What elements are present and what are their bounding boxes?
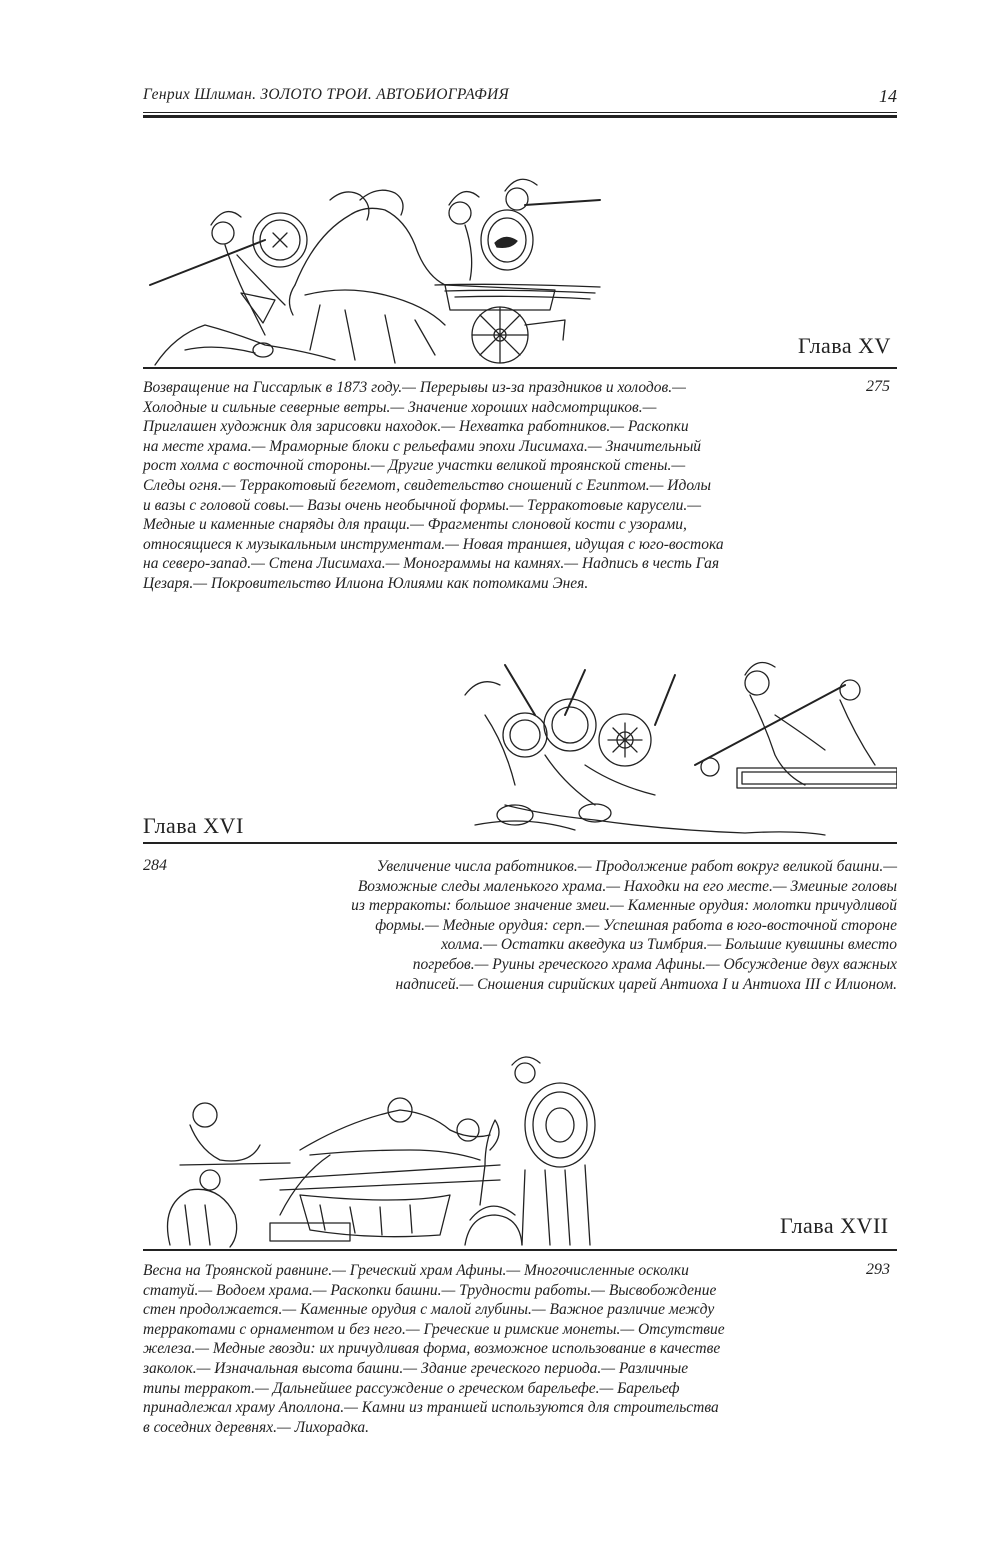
summary-line: надписей.— Сношения сирийских царей Антиоха I и Антиоха III с Илионом. (395, 975, 897, 993)
summary-line: и вазы с головой совы.— Вазы очень необычной формы.— Терракотовые карусели.— (143, 496, 702, 514)
chapter-xv-page: 275 (866, 378, 890, 395)
mourning-scene-illustration (150, 1055, 605, 1250)
summary-line: заколок.— Изначальная высота башни.— Здание греческого периода.— Различные (143, 1359, 689, 1377)
header-rule-thin (143, 112, 897, 113)
battle-scene-illustration (445, 655, 897, 840)
summary-line: Возвращение на Гиссарлык в 1873 году.— Перерывы из-за праздников и холодов.— (143, 379, 686, 396)
chapter-xvi-page: 284 (143, 857, 167, 874)
summary-line: Возможные следы маленького храма.— Находки на его месте.— Змеиные головы (357, 877, 897, 895)
summary-line: относящиеся к музыкальным инструментам.— Новая траншея, идущая с юго-востока (143, 535, 724, 553)
summary-line: Приглашен художник для зарисовки находок.— Нехватка работников.— Раскопки (143, 418, 689, 436)
chapter-xvii-summary (143, 1261, 843, 1437)
page-number: 14 (879, 86, 897, 106)
summary-line: Цезаря.— Покровительство Илиона Юлиями как потомками Энея. (143, 574, 589, 592)
summary-line: на северо-запад.— Стена Лисимаха.— Монограммы на камнях.— Надпись в честь Гая (143, 555, 720, 573)
summary-line: типы терракот.— Дальнейшее рассуждение о греческом барельефе.— Барельеф (143, 1379, 680, 1397)
summary-line: статуй.— Водоем храма.— Раскопки башни.— Трудности работы.— Высвобождение (143, 1281, 717, 1299)
running-header-title: Генрих Шлиман. ЗОЛОТО ТРОИ. АВТОБИОГРАФИЯ (143, 86, 509, 103)
summary-line: Медные и каменные снаряды для пращи.— Фрагменты слоновой кости с узорами, (143, 516, 687, 534)
summary-line: железа.— Медные гвозди: их причудливая форма, возможное использование в качестве (143, 1340, 721, 1358)
summary-line: терракотами с орнаментом и без него.— Греческие и римские монеты.— Отсутствие (143, 1320, 725, 1338)
chapter-xvii-page: 293 (866, 1261, 890, 1278)
header-rule-thick (143, 115, 897, 118)
summary-line: принадлежал храму Аполлона.— Камни из траншей используются для строительства (143, 1399, 719, 1417)
chapter-title-xvi: Глава XVI (143, 813, 244, 838)
summary-line: в соседних деревнях.— Лихорадка. (143, 1418, 369, 1436)
chapter-title-xv: Глава XV (798, 333, 891, 358)
chapter-xv-rule (143, 367, 897, 369)
running-header (143, 86, 897, 112)
summary-line: холма.— Остатки акведука из Тимбрия.— Большие кувшины вместо (441, 936, 897, 954)
summary-line: Увеличение числа работников.— Продолжение работ вокруг великой башни.— (376, 858, 897, 875)
summary-line: из терракоты: большое значение змеи.— Каменные орудия: молотки причудливой (351, 897, 897, 915)
chapter-xvi-summary (240, 857, 897, 994)
summary-line: на месте храма.— Мраморные блоки с рельефами эпохи Лисимаха.— Значительный (143, 437, 702, 455)
summary-line: рост холма с восточной стороны.— Другие участки великой троянской стены.— (143, 457, 686, 475)
summary-line: Холодные и сильные северные ветры.— Значение хороших надсмотрщиков.— (143, 398, 657, 416)
chapter-title-xvii: Глава XVII (780, 1213, 889, 1238)
chapter-xvi-rule (143, 842, 897, 844)
chapter-xvii-rule (143, 1249, 897, 1251)
chariot-battle-illustration (145, 175, 605, 370)
summary-line: Следы огня.— Терракотовый бегемот, свидетельство сношений с Египтом.— Идолы (143, 476, 711, 494)
summary-line: стен продолжается.— Каменные орудия с малой глубины.— Важное различие между (143, 1301, 715, 1319)
summary-line: формы.— Медные орудия: серп.— Успешная работа в юго-восточной стороне (375, 916, 897, 934)
chapter-xv-summary (143, 378, 843, 594)
summary-line: Весна на Троянской равнине.— Греческий храм Афины.— Многочисленные осколки (143, 1262, 689, 1279)
summary-line: погребов.— Руины греческого храма Афины.— Обсуждение двух важных (412, 955, 897, 973)
